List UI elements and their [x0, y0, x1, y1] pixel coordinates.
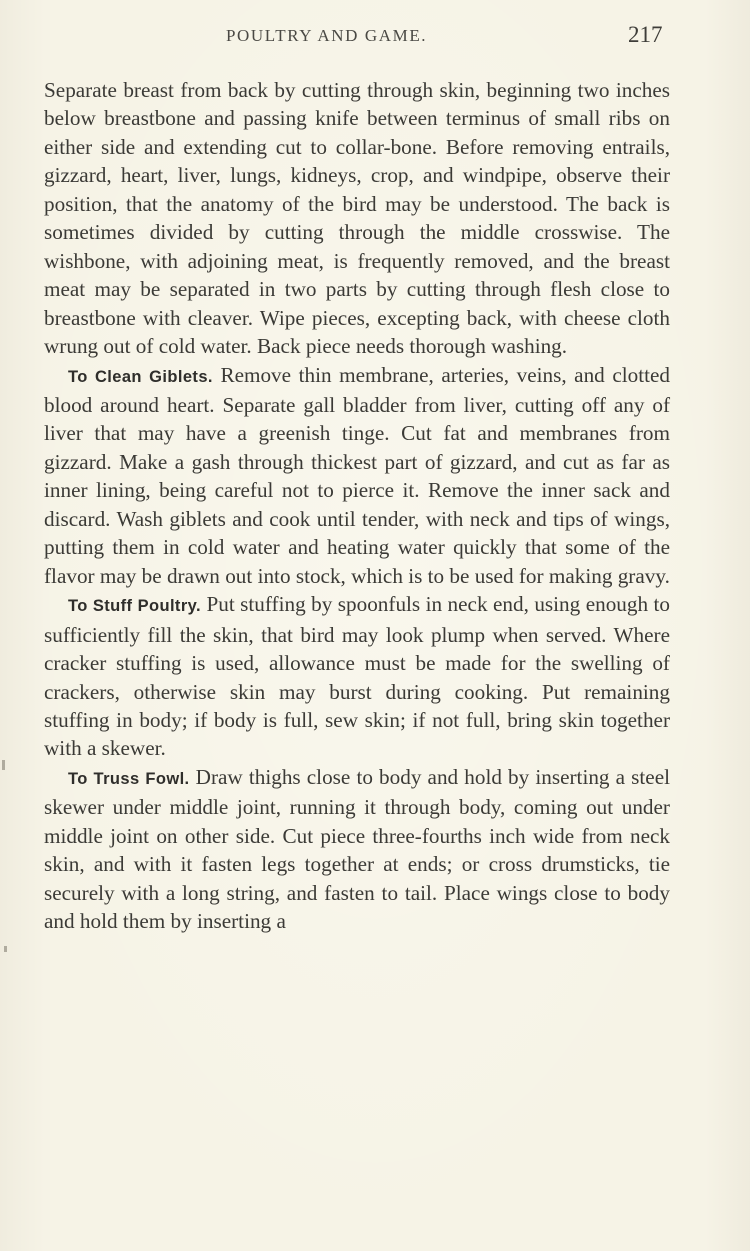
running-title: POULTRY AND GAME.	[226, 26, 428, 45]
section-clean-giblets	[44, 361, 670, 591]
section-heading-clean-giblets: To Clean Giblets.	[68, 367, 213, 386]
section-text-stuff-poultry: Put stuffing by spoonfuls in neck end, using enough to sufficiently fill the skin, that bird may look plump when served. Where cracker stuffing is used, allowance must be made for the swelling of crackers, otherwise skin may burst during cooking. Put remaining stuffing in body; if body is full, sew skin; if not full, bring skin together with a skewer.	[44, 592, 671, 761]
paragraph-carving: Separate breast from back by cutting through skin, beginning two inches below breastbone and passing knife between terminus of small ribs on either side and extending cut to collar-bone. Before removing entrails, gizzard, heart, liver, lungs, kidneys, crop, and windpipe, observe their position, that the anatomy of the bird may be understood. The back is sometimes divided by cutting through the middle crosswise. The wishbone, with adjoining meat, is frequently removed, and the breast meat may be separated in two parts by cutting through flesh close to breastbone with cleaver. Wipe pieces, excepting back, with cheese cloth wrung out of cold water. Back piece needs thorough washing.	[44, 78, 670, 359]
page-body	[44, 76, 670, 936]
section-truss-fowl	[44, 763, 670, 936]
margin-mark	[2, 760, 5, 770]
section-text-clean-giblets: Remove thin membrane, arteries, veins, and clotted blood around heart. Separate gall bladder from liver, cutting off any of liver that may have a greenish tinge. Cut fat and membranes from gizzard. Make a gash through thickest part of gizzard, and cut as far as inner lining, being careful not to pierce it. Remove the inner sack and discard. Wash giblets and cook until tender, with neck and tips of wings, putting them in cold water and heating water quickly that some of the flavor may be drawn out into stock, which is to be used for making gravy.	[44, 362, 670, 588]
section-text-truss-fowl: Draw thighs close to body and hold by inserting a steel skewer under middle joint, running it through body, coming out under middle joint on other side. Cut piece three-fourths inch wide from neck skin, and with it fasten legs together at ends; or cross drumsticks, tie securely with a long string, and fasten to tail. Place wings close to body and hold them by inserting a	[44, 764, 670, 934]
section-stuff-poultry	[44, 590, 670, 763]
page-number: 217	[628, 22, 663, 47]
running-head	[0, 22, 750, 52]
section-heading-stuff-poultry: To Stuff Poultry.	[68, 597, 201, 616]
section-heading-truss-fowl: To Truss Fowl.	[68, 769, 190, 788]
margin-mark	[4, 946, 7, 952]
